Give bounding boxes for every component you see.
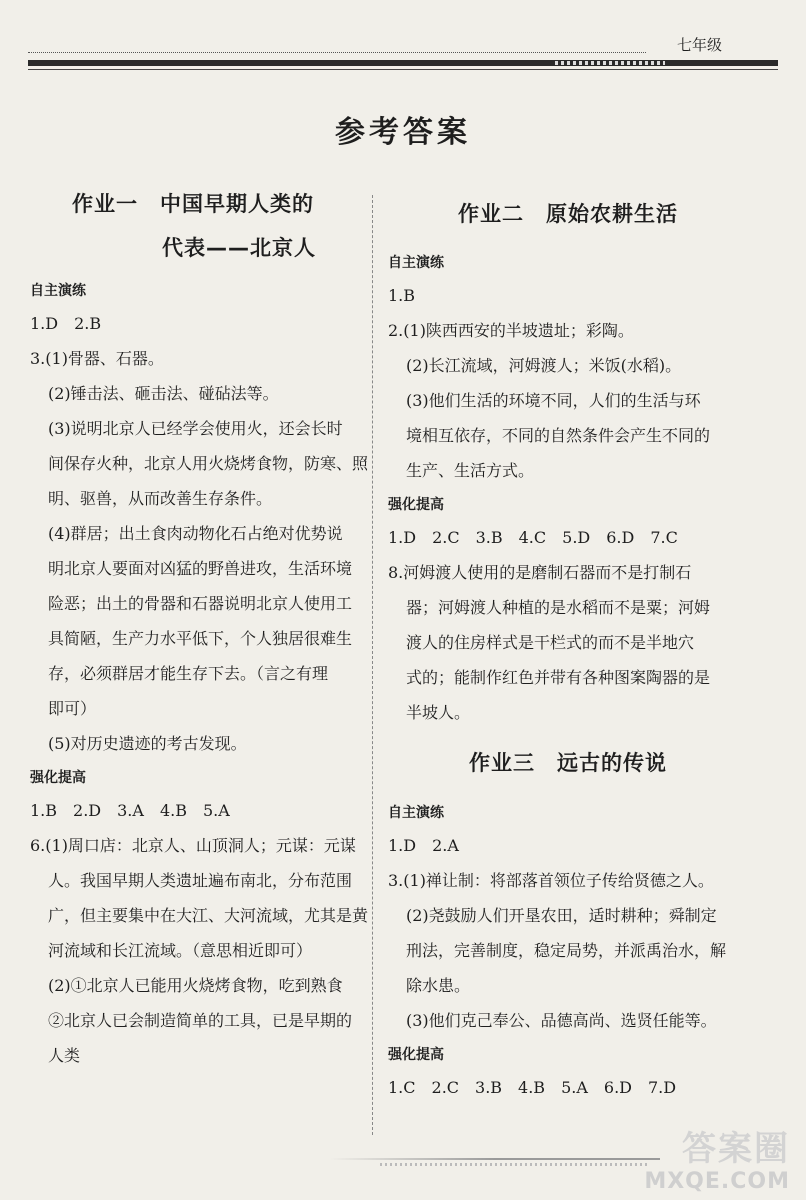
section-title-homework-1: 作业一 中国早期人类的 bbox=[72, 192, 314, 216]
answer-line: (2)①北京人已能用火烧烤食物，吃到熟食 bbox=[48, 976, 343, 995]
answer-list bbox=[30, 793, 369, 1073]
answer-list bbox=[388, 278, 748, 488]
grade-label: 七年级 bbox=[676, 36, 722, 54]
answer-list bbox=[388, 828, 748, 1038]
answer-line: 具简陋，生产力水平低下，个人独居很难生 bbox=[48, 629, 353, 648]
answer-line: 1.D 2.A bbox=[388, 836, 459, 855]
subheading-strengthen: 强化提高 bbox=[388, 1047, 444, 1063]
answer-line: 存，必须群居才能生存下去。（言之有理 bbox=[48, 664, 329, 683]
answer-line: 境相互依存，不同的自然条件会产生不同的 bbox=[406, 426, 711, 445]
answer-line: (2)长江流域，河姆渡人；米饭(水稻)。 bbox=[406, 356, 682, 375]
answer-line: 1.D 2.B bbox=[30, 314, 102, 333]
answer-line: 3.(1)骨器、石器。 bbox=[30, 349, 164, 368]
subheading-self-practice: 自主演练 bbox=[388, 255, 444, 271]
answer-line: 生产、生活方式。 bbox=[406, 461, 535, 480]
answer-line: 明北京人要面对凶猛的野兽进攻，生活环境 bbox=[48, 559, 353, 578]
answer-line: 刑法，完善制度，稳定局势，并派禹治水，解 bbox=[406, 941, 727, 960]
watermark-logo: 答案圈 bbox=[682, 1129, 790, 1169]
answer-line: 即可） bbox=[48, 699, 97, 718]
answer-line: (4)群居；出土食肉动物化石占绝对优势说 bbox=[48, 524, 343, 543]
answer-line: 1.C 2.C 3.B 4.B 5.A 6.D 7.D bbox=[388, 1078, 677, 1097]
section-title-homework-2: 作业二 原始农耕生活 bbox=[458, 202, 678, 226]
answer-line: 2.(1)陕西西安的半坡遗址；彩陶。 bbox=[388, 321, 634, 340]
answer-line: 8.河姆渡人使用的是磨制石器而不是打制石 bbox=[388, 563, 692, 582]
header-dotted-rule bbox=[28, 52, 646, 53]
section-title-homework-3: 作业三 远古的传说 bbox=[469, 751, 667, 775]
footer-dots bbox=[380, 1163, 650, 1166]
answer-line: 人。我国早期人类遗址遍布南北，分布范围 bbox=[48, 871, 353, 890]
answer-line: 广，但主要集中在大江、大河流域，尤其是黄 bbox=[48, 906, 369, 925]
left-column bbox=[30, 182, 369, 1073]
subheading-strengthen: 强化提高 bbox=[388, 497, 444, 513]
answer-line: 6.(1)周口店：北京人、山顶洞人；元谋：元谋 bbox=[30, 836, 356, 855]
answer-list bbox=[388, 1070, 748, 1105]
answer-line: (3)他们克己奉公、品德高尚、选贤任能等。 bbox=[406, 1011, 717, 1030]
footer-rule bbox=[330, 1158, 660, 1160]
answer-line: 河流域和长江流域。（意思相近即可） bbox=[48, 941, 313, 960]
subheading-strengthen: 强化提高 bbox=[30, 770, 86, 786]
answer-line: 间保存火种，北京人用火烧烤食物，防寒、照 bbox=[48, 454, 369, 473]
answer-line: 明、驱兽，从而改善生存条件。 bbox=[48, 489, 273, 508]
answer-line: (3)说明北京人已经学会使用火，还会长时 bbox=[48, 419, 343, 438]
answer-line: ②北京人已会制造简单的工具，已是早期的 bbox=[48, 1011, 353, 1030]
answer-line: 1.B 2.D 3.A 4.B 5.A bbox=[30, 801, 230, 820]
answer-line: 渡人的住房样式是干栏式的而不是半地穴 bbox=[406, 633, 695, 652]
header-bar bbox=[28, 60, 778, 66]
answer-line: (5)对历史遗迹的考古发现。 bbox=[48, 734, 247, 753]
watermark-url: MXQE.COM bbox=[644, 1169, 790, 1194]
answer-line: 式的；能制作红色并带有各种图案陶器的是 bbox=[406, 668, 711, 687]
answer-line: (2)锤击法、砸击法、碰砧法等。 bbox=[48, 384, 279, 403]
subheading-self-practice: 自主演练 bbox=[30, 283, 86, 299]
answer-line: 1.D 2.C 3.B 4.C 5.D 6.D 7.C bbox=[388, 528, 678, 547]
subheading-self-practice: 自主演练 bbox=[388, 805, 444, 821]
answer-line: 险恶；出土的骨器和石器说明北京人使用工 bbox=[48, 594, 353, 613]
header-thin-rule bbox=[28, 69, 778, 70]
answer-line: 半坡人。 bbox=[406, 703, 471, 722]
answer-line: 1.B bbox=[388, 286, 416, 305]
header-dots bbox=[555, 61, 665, 65]
answer-line: 器；河姆渡人种植的是水稻而不是粟；河姆 bbox=[406, 598, 711, 617]
answer-list bbox=[388, 520, 748, 730]
section-title-homework-1-line2: 代表——北京人 bbox=[162, 236, 316, 260]
page-title: 参考答案 bbox=[335, 115, 471, 150]
answer-list bbox=[30, 306, 369, 761]
answer-line: (3)他们生活的环境不同，人们的生活与环 bbox=[406, 391, 701, 410]
right-column bbox=[388, 182, 748, 1105]
column-divider bbox=[372, 195, 373, 1135]
answer-line: 3.(1)禅让制：将部落首领位子传给贤德之人。 bbox=[388, 871, 714, 890]
answer-line: (2)尧鼓励人们开垦农田，适时耕种；舜制定 bbox=[406, 906, 717, 925]
answer-line: 除水患。 bbox=[406, 976, 471, 995]
answer-line: 人类 bbox=[48, 1046, 81, 1065]
